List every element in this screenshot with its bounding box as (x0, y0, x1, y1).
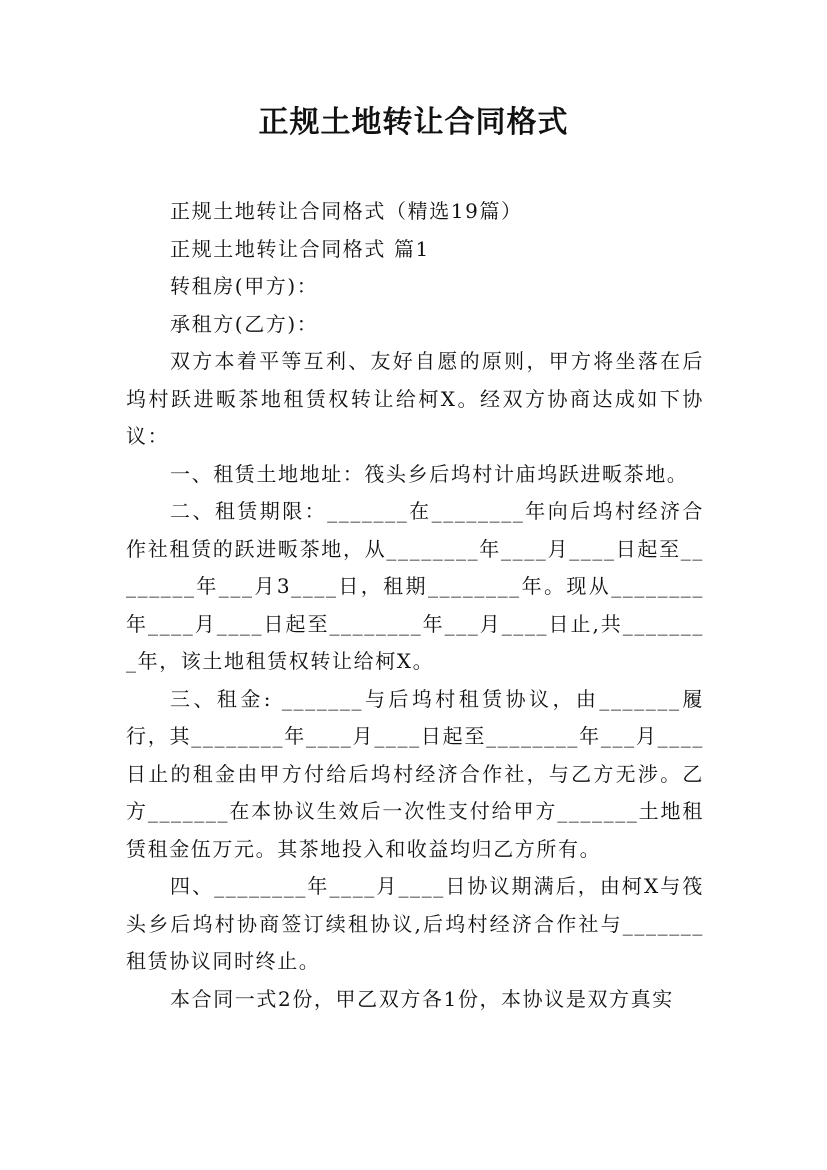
clause-1-paragraph: 一、租赁土地地址：筏头乡后坞村计庙坞跃进畈茶地。 (170, 461, 689, 486)
subtitle-paragraph: 正规土地转让合同格式（精选19篇） (170, 199, 523, 223)
closing-paragraph: 本合同一式2份，甲乙双方各1份，本协议是双方真实 (170, 986, 674, 1011)
section-heading: 正规土地转让合同格式 篇1 (170, 236, 430, 261)
clause-2-paragraph: 二、租赁期限：_______在________年向后坞村经济合作社租赁的跃进畈茶地，从________年____月____日起至________年___月3____日，租期________年。现从________年____月____日起至________年___月____日止,共________年，该土地租赁权转让给柯X。 (126, 499, 704, 673)
document-title: 正规土地转让合同格式 (258, 105, 569, 140)
clause-3-paragraph: 三、租金: _______与后坞村租赁协议，由_______履行，其________年____月____日起至________年___月____日止的租金由甲方付给后坞村经济合作社，与乙方无涉。乙方_______在本协议生效后一次性支付给甲方_______土地租赁租金伍万元。其茶地投入和收益均归乙方所有。 (126, 686, 704, 861)
clause-4-paragraph: 四、________年____月____日协议期满后，由柯X与筏头乡后坞村协商签订续租协议,后坞村经济合作社与_______租赁协议同时终止。 (126, 874, 704, 973)
intro-paragraph: 双方本着平等互利、友好自愿的原则，甲方将坐落在后坞村跃进畈茶地租赁权转让给柯X。经双方协商达成如下协议： (126, 349, 704, 448)
party-a-line: 转租房(甲方)： (170, 274, 319, 298)
document-body (126, 193, 704, 1018)
party-b-line: 承租方(乙方)： (170, 311, 319, 336)
